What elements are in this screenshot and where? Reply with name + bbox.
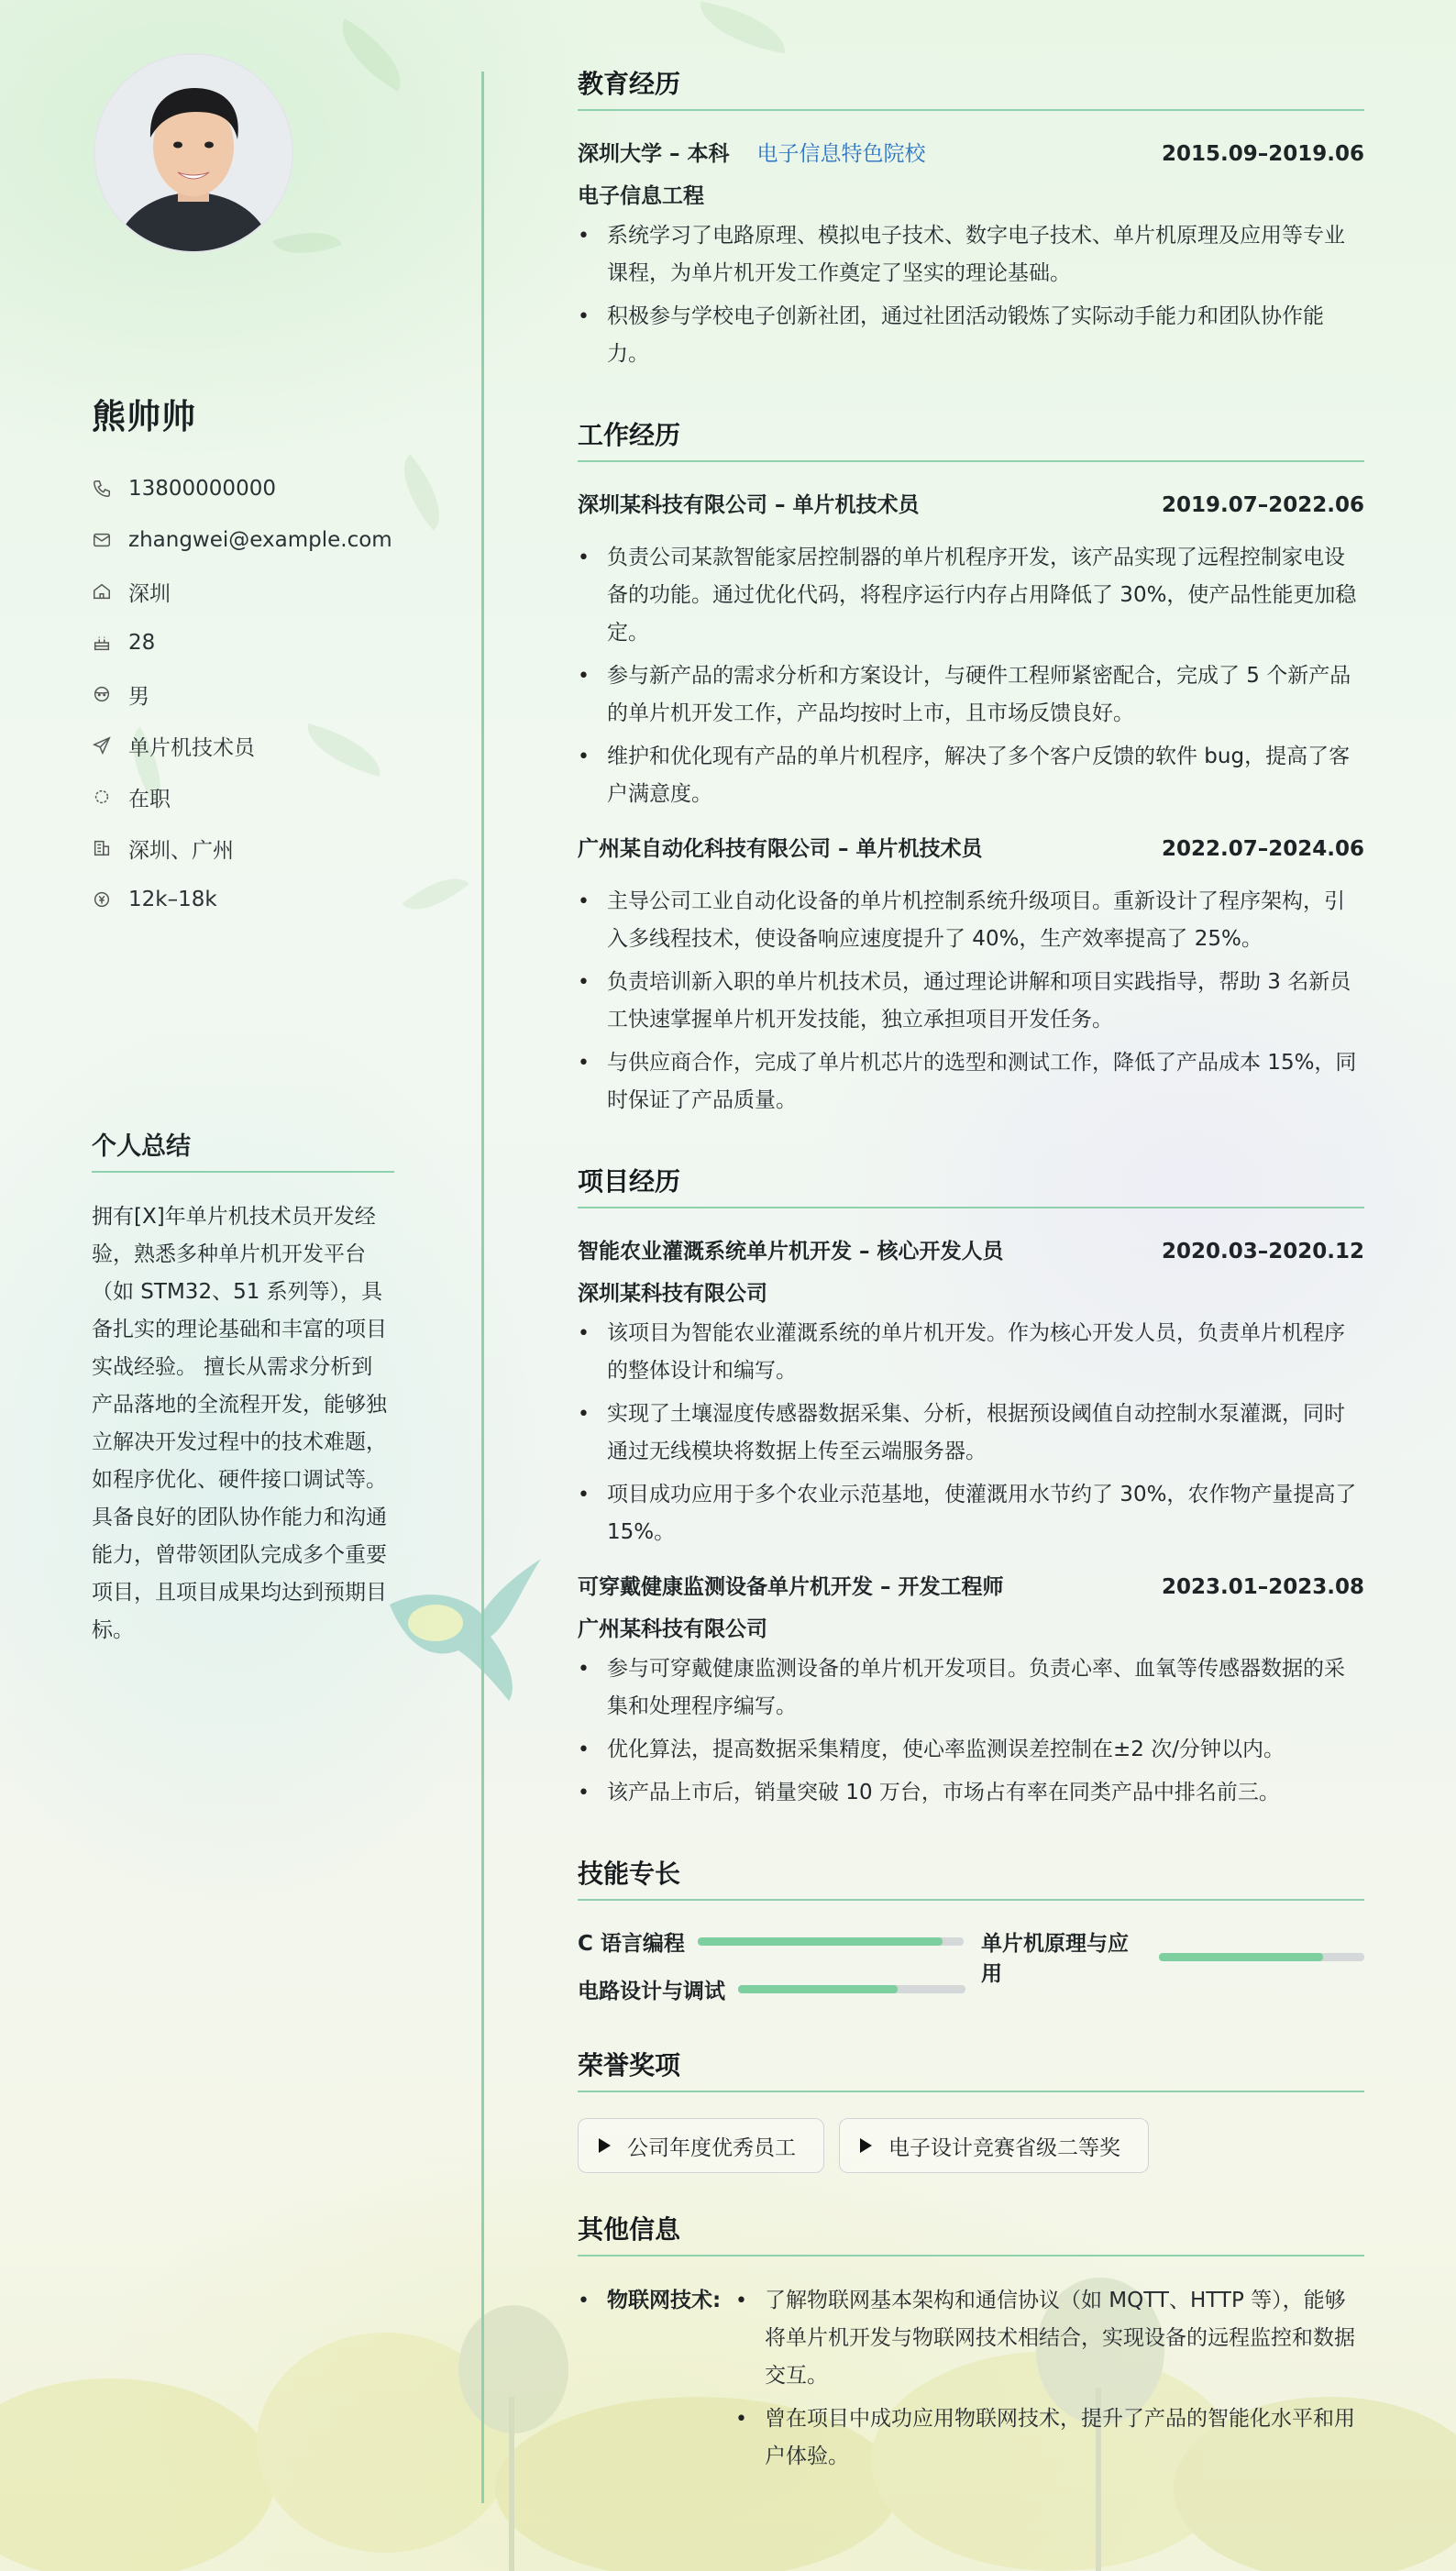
list-item: • 维护和优化现有产品的单片机程序，解决了多个客户反馈的软件 bug，提高了客户满意度。 [578, 738, 1364, 813]
skill-item [981, 1926, 1364, 1987]
list-item: • 曾在项目中成功应用物联网技术，提升了产品的智能化水平和用户体验。 [735, 2400, 1364, 2476]
skills-section [578, 1854, 1364, 2046]
skill-bar-fill [1159, 1953, 1323, 1961]
send-icon [92, 735, 112, 756]
info-age-text: 28 [128, 631, 156, 655]
home-icon [92, 581, 112, 601]
project-company: 深圳某科技有限公司 [578, 1282, 767, 1306]
info-status-text: 在职 [128, 787, 171, 811]
list-item: • 该产品上市后，销量突破 10 万台，市场占有率在同类产品中排名前三。 [578, 1774, 1364, 1812]
list-item: • 优化算法，提高数据采集精度，使心率监测误差控制在±2 次/分钟以内。 [578, 1731, 1364, 1769]
phone-icon [92, 479, 112, 499]
info-city-text: 深圳 [128, 581, 171, 606]
salary-icon [92, 889, 112, 910]
list-item: • 实现了土壤湿度传感器数据采集、分析，根据预设阈值自动控制水泵灌溉，同时通过无线模块将数据上传至云端服务器。 [578, 1396, 1364, 1471]
work-job-date: 2022.07–2024.06 [1161, 837, 1364, 861]
cake-icon [92, 633, 112, 653]
status-icon [92, 787, 112, 807]
building-icon [92, 838, 112, 858]
list-item: • 积极参与学校电子创新社团，通过社团活动锻炼了实际动手能力和团队协作能力。 [578, 298, 1364, 373]
work-title: 工作经历 [578, 415, 1364, 462]
skill-bar [738, 1985, 965, 1993]
education-section [578, 64, 1364, 373]
work-job-date: 2019.07–2022.06 [1161, 493, 1364, 517]
info-position [92, 720, 392, 771]
gender-icon [92, 684, 112, 704]
project-date: 2020.03–2020.12 [1161, 1240, 1364, 1263]
play-icon [599, 2138, 611, 2153]
project-header [578, 1570, 1364, 1608]
info-gender-text: 男 [128, 684, 149, 709]
skill-name: 电路设计与调试 [578, 1980, 725, 2003]
skill-bar-fill [698, 1937, 943, 1946]
info-phone [92, 463, 392, 514]
project-company: 广州某科技有限公司 [578, 1617, 767, 1641]
list-item: • 负责公司某款智能家居控制器的单片机程序开发，该产品实现了远程控制家电设备的功能。通过优化代码，将程序运行内存占用降低了 30%，使产品性能更加稳定。 [578, 539, 1364, 652]
list-item: • 了解物联网基本架构和通信协议（如 MQTT、HTTP 等），能够将单片机开发与物联网技术相结合，实现设备的远程监控和数据交互。 [735, 2282, 1364, 2395]
education-header [578, 137, 1364, 175]
work-job-bullets [578, 539, 1364, 813]
info-email-text: zhangwei@example.com [128, 528, 392, 552]
award-tag [578, 2118, 824, 2173]
skill-bar [698, 1937, 964, 1946]
info-salary [92, 874, 392, 925]
projects-section [578, 1162, 1364, 1812]
skills-list [578, 1926, 1364, 2046]
project-date: 2023.01–2023.08 [1161, 1575, 1364, 1599]
divider-line [481, 72, 484, 2503]
main-content [578, 64, 1364, 2481]
education-title: 教育经历 [578, 64, 1364, 111]
other-bullets [735, 2282, 1364, 2481]
other-section [578, 2210, 1364, 2481]
work-job-header [578, 832, 1364, 870]
work-job-bullets [578, 883, 1364, 1120]
info-gender [92, 668, 392, 720]
awards-list [578, 2118, 1364, 2173]
skills-title: 技能专长 [578, 1854, 1364, 1901]
list-item: • 与供应商合作，完成了单片机芯片的选型和测试工作，降低了产品成本 15%，同时保证了产品质量。 [578, 1044, 1364, 1120]
profile-name: 熊帅帅 [92, 397, 196, 436]
list-item: • 参与可穿戴健康监测设备的单片机开发项目。负责心率、血氧等传感器数据的采集和处理程序编写。 [578, 1650, 1364, 1726]
skill-item [578, 1974, 965, 2004]
education-school: 深圳大学 – 本科 [578, 142, 730, 166]
education-bullets [578, 217, 1364, 373]
education-date: 2015.09–2019.06 [1161, 142, 1364, 166]
list-item: • 项目成功应用于多个农业示范基地，使灌溉用水节约了 30%，农作物产量提高了 15%。 [578, 1476, 1364, 1551]
project-title: 可穿戴健康监测设备单片机开发 – 开发工程师 [578, 1575, 1004, 1599]
work-job-title: 深圳某科技有限公司 – 单片机技术员 [578, 493, 920, 517]
info-status [92, 771, 392, 822]
skill-bar [1159, 1953, 1364, 1961]
skill-item [578, 1926, 964, 1957]
award-label: 电子设计竞赛省级二等奖 [888, 2135, 1120, 2160]
project-header [578, 1234, 1364, 1273]
avatar [95, 55, 292, 251]
list-item: • 负责培训新入职的单片机技术员，通过理论讲解和项目实践指导，帮助 3 名新员工快速掌握单片机开发技能，独立承担项目开发任务。 [578, 964, 1364, 1039]
info-position-text: 单片机技术员 [128, 735, 255, 760]
education-major: 电子信息工程 [578, 184, 704, 208]
info-age [92, 617, 392, 668]
skill-bar-fill [738, 1985, 898, 1993]
project-title: 智能农业灌溉系统单片机开发 – 核心开发人员 [578, 1240, 1004, 1263]
play-icon [860, 2138, 872, 2153]
other-title: 其他信息 [578, 2210, 1364, 2257]
work-job-title: 广州某自动化科技有限公司 – 单片机技术员 [578, 837, 983, 861]
info-email [92, 514, 392, 566]
contact-info-list [92, 463, 392, 925]
list-item: • 参与新产品的需求分析和方案设计，与硬件工程师紧密配合，完成了 5 个新产品的单片机开发工作，产品均按时上市，且市场反馈良好。 [578, 657, 1364, 733]
info-salary-text: 12k–18k [128, 888, 217, 911]
skill-name: C 语言编程 [578, 1932, 685, 1956]
bird-illustration [371, 1550, 546, 1705]
project-bullets [578, 1315, 1364, 1551]
list-item: • 系统学习了电路原理、模拟电子技术、数字电子技术、单片机原理及应用等专业课程，为单片机开发工作奠定了坚实的理论基础。 [578, 217, 1364, 292]
project-bullets [578, 1650, 1364, 1812]
work-section [578, 415, 1364, 1120]
info-work-city-text: 深圳、广州 [128, 838, 234, 863]
work-job-header [578, 488, 1364, 526]
info-work-city [92, 822, 392, 874]
award-tag [839, 2118, 1149, 2173]
list-item: • 该项目为智能农业灌溉系统的单片机开发。作为核心开发人员，负责单片机程序的整体设计和编写。 [578, 1315, 1364, 1390]
awards-section [578, 2046, 1364, 2173]
mail-icon [92, 530, 112, 550]
other-label: 物联网技术: [607, 2289, 722, 2312]
summary-title: 个人总结 [92, 1126, 394, 1173]
awards-title: 荣誉奖项 [578, 2046, 1364, 2092]
award-label: 公司年度优秀员工 [627, 2135, 796, 2160]
projects-title: 项目经历 [578, 1162, 1364, 1208]
skill-name: 单片机原理与应用 [981, 1932, 1129, 1986]
info-phone-text: 13800000000 [128, 477, 276, 501]
summary-text: 拥有[X]年单片机技术员开发经验，熟悉多种单片机开发平台（如 STM32、51 系列等），具备扎实的理论基础和丰富的项目实战经验。 擅长从需求分析到产品落地的全流程开发，能够独立解决开发过程中的技术难题，如程序优化、硬件接口调试等。 具备良好的团队协作能力和沟通能力，曾带领团队完成多个重要项目，且项目成果均达到预期目标。 [92, 1205, 387, 1642]
info-city [92, 566, 392, 617]
other-item [578, 2282, 1364, 2481]
list-item: • 主导公司工业自动化设备的单片机控制系统升级项目。重新设计了程序架构，引入多线程技术，使设备响应速度提升了 40%，生产效率提高了 25%。 [578, 883, 1364, 958]
education-tag: 电子信息特色院校 [756, 142, 926, 166]
